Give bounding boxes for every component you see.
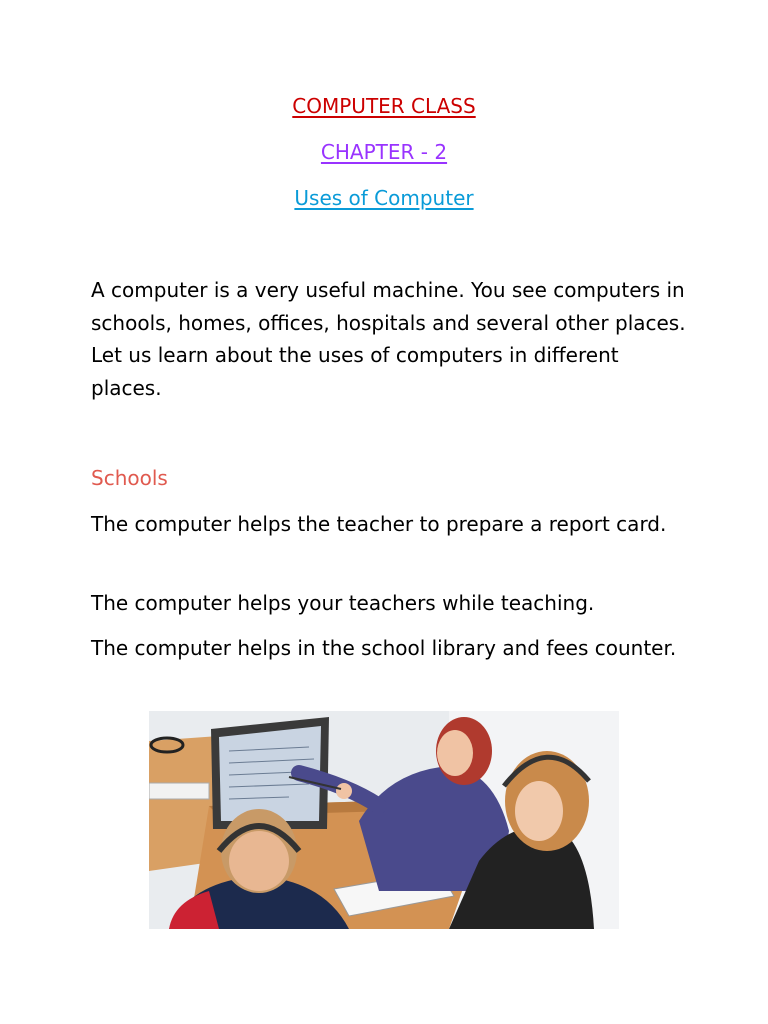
section-heading-schools: Schools: [91, 466, 168, 490]
schools-point-1: The computer helps the teacher to prepare a report card.: [91, 512, 667, 536]
page-title: COMPUTER CLASS: [292, 94, 476, 118]
chapter-heading: CHAPTER - 2: [320, 140, 448, 164]
schools-point-2: The computer helps your teachers while teaching.: [91, 591, 595, 615]
classroom-photo: [149, 711, 619, 929]
schools-point-3: The computer helps in the school library and fees counter.: [91, 636, 677, 660]
topic-heading: Uses of Computer: [294, 186, 474, 210]
intro-paragraph: A computer is a very useful machine. You see computers in schools, homes, offices, hospitals and several other places. Let us learn about the uses of computers in different places.: [91, 278, 686, 400]
